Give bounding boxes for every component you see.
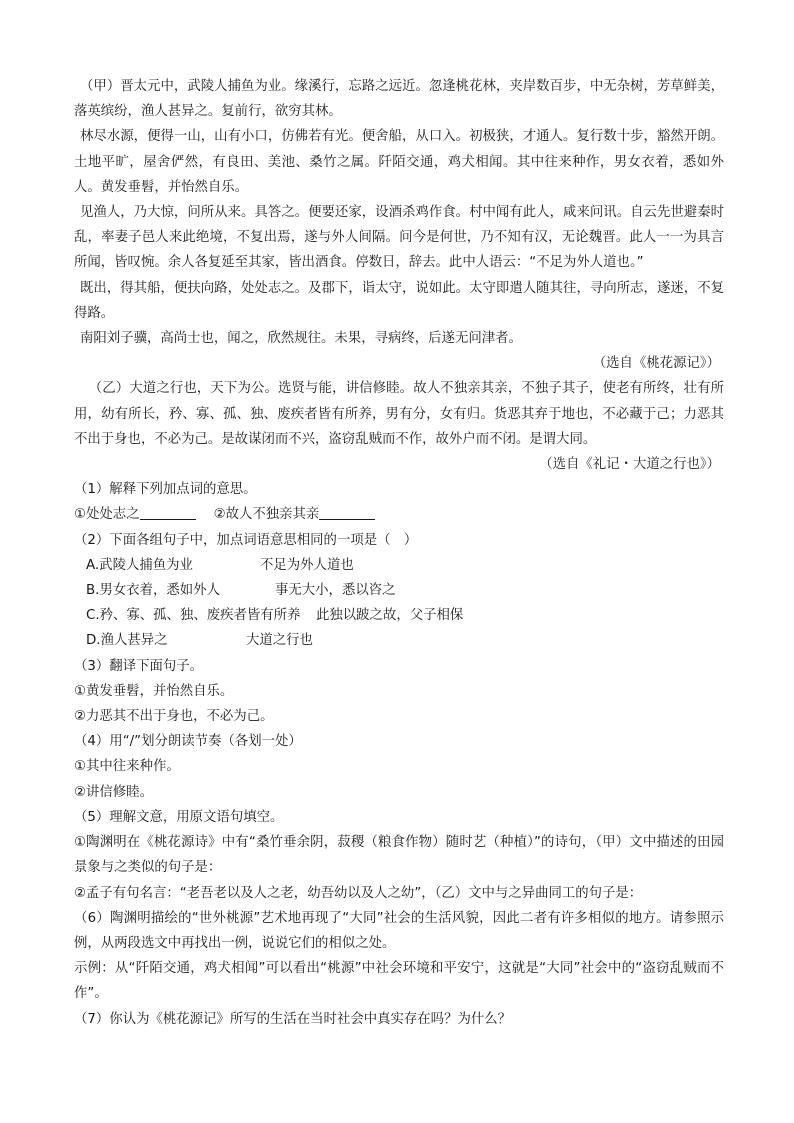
answer-blank-2[interactable] <box>319 505 375 520</box>
question-7-stem: （7）你认为《桃花源记》所写的生活在当时社会中真实存在吗？为什么？ <box>74 1011 512 1027</box>
question-3 <box>74 654 724 730</box>
question-3-item-2: ②力恶其不出于身也，不必为己。 <box>74 709 274 725</box>
question-2-option-d: D.渔人甚异之 大道之行也 <box>86 633 313 649</box>
passage-a-paragraph-4: 既出，得其船，便扶向路，处处志之。及郡下，诣太守，说如此。太守即遣人随其往，寻向所志，遂迷，不复得路。 <box>74 280 724 321</box>
passage-a-paragraph-3: 见渔人，乃大惊，问所从来。具答之。便要还家，设酒杀鸡作食。村中闻有此人，咸来问讯。自云先世避秦时乱，率妻子邑人来此绝境，不复出焉，遂与外人间隔。问今是何世，乃不知有汉，无论魏晋。此人一一为具言所闻，皆叹惋。余人各复延至其家，皆出酒食。停数日，辞去。此中人语云：“不足为外人道也。” <box>74 205 724 271</box>
question-5-item-2: ②孟子有句名言：“老吾老以及人之老，幼吾幼以及人之幼”，（乙）文中与之异曲同工的句子是： <box>74 885 643 901</box>
question-4-item-1: ①其中往来种作。 <box>74 759 180 775</box>
question-1-item-1: ①处处志之 <box>74 507 140 523</box>
question-1-items <box>74 502 724 527</box>
question-4-stem: （4）用“/”划分朗读节奏（各划一处） <box>74 734 302 750</box>
question-4-item-2: ②讲信修睦。 <box>74 784 153 800</box>
question-3-stem: （3）翻译下面句子。 <box>74 658 204 674</box>
question-5-item-1: ①陶渊明在《桃花源诗》中有“桑竹垂余阴，菽稷（粮食作物）随时艺（种植）”的诗句，（甲）文中描述的田园景象与之类似的句子是： <box>74 835 724 876</box>
question-3-item-1: ①黄发垂髫，并怡然自乐。 <box>74 683 234 699</box>
question-2 <box>74 528 724 654</box>
question-1 <box>74 477 724 527</box>
passage-b <box>74 376 724 477</box>
question-1-item-2: ②故人不独亲其亲 <box>213 507 320 523</box>
question-4 <box>74 729 724 805</box>
passage-a-source: （选自《桃花源记》） <box>592 356 720 372</box>
question-2-option-c: C.矜、寡、孤、独、废疾者皆有所养 此独以跛之故，父子相保 <box>86 608 464 624</box>
passage-a <box>74 74 724 376</box>
passage-b-source: （选自《礼记・大道之行也》） <box>539 457 720 473</box>
question-2-option-a: A.武陵人捕鱼为业 不足为外人道也 <box>86 557 354 573</box>
question-7 <box>74 1007 724 1032</box>
answer-blank-1[interactable] <box>140 505 196 520</box>
passage-a-paragraph-5: 南阳刘子骥，高尚士也，闻之，欣然规往。未果，寻病终，后遂无问津者。 <box>80 331 522 347</box>
question-5-stem: （5）理解文意，用原文语句填空。 <box>74 809 284 825</box>
question-6 <box>74 906 724 1007</box>
passage-a-paragraph-2: 林尽水源，便得一山，山有小口，仿佛若有光。便舍船，从口入。初极狭，才通人。复行数十步，豁然开朗。土地平旷，屋舍俨然，有良田、美池、桑竹之属。阡陌交通，鸡犬相闻。其中往来种作，男女衣着，悉如外人。黄发垂髫，并怡然自乐。 <box>74 129 724 195</box>
question-6-stem: （6）陶渊明描绘的“世外桃源”艺术地再现了“大同”社会的生活风貌，因此二者有许多相似的地方。请参照示例，从两段选文中再找出一例，说说它们的相似之处。 <box>74 910 724 951</box>
question-6-example: 示例：从“阡陌交通，鸡犬相闻”可以看出“桃源”中社会环境和平安宁，这就是“大同”社会中的“盗窃乱贼而不作”。 <box>74 961 724 1002</box>
question-2-stem: （2）下面各组句子中，加点词语意思相同的一项是（ ） <box>74 532 418 548</box>
question-5 <box>74 805 724 906</box>
passage-b-paragraph-1: （乙）大道之行也，天下为公。选贤与能，讲信修睦。故人不独亲其亲，不独子其子，使老有所终，壮有所用，幼有所长，矜、寡、孤、独、废疾者皆有所养，男有分，女有归。货恶其弃于地也，不必藏于己；力恶其不出于身也，不必为己。是故谋闭而不兴，盗窃乱贼而不作，故外户而不闭。是谓大同。 <box>74 381 724 447</box>
passage-a-paragraph-1: （甲）晋太元中，武陵人捕鱼为业。缘溪行，忘路之远近。忽逢桃花林，夹岸数百步，中无杂树，芳草鲜美，落英缤纷，渔人甚异之。复前行，欲穷其林。 <box>74 79 724 120</box>
document-page <box>74 74 724 1032</box>
question-2-option-b: B.男女衣着，悉如外人 事无大小，悉以咨之 <box>86 583 396 599</box>
question-1-stem: （1）解释下列加点词的意思。 <box>74 482 257 498</box>
